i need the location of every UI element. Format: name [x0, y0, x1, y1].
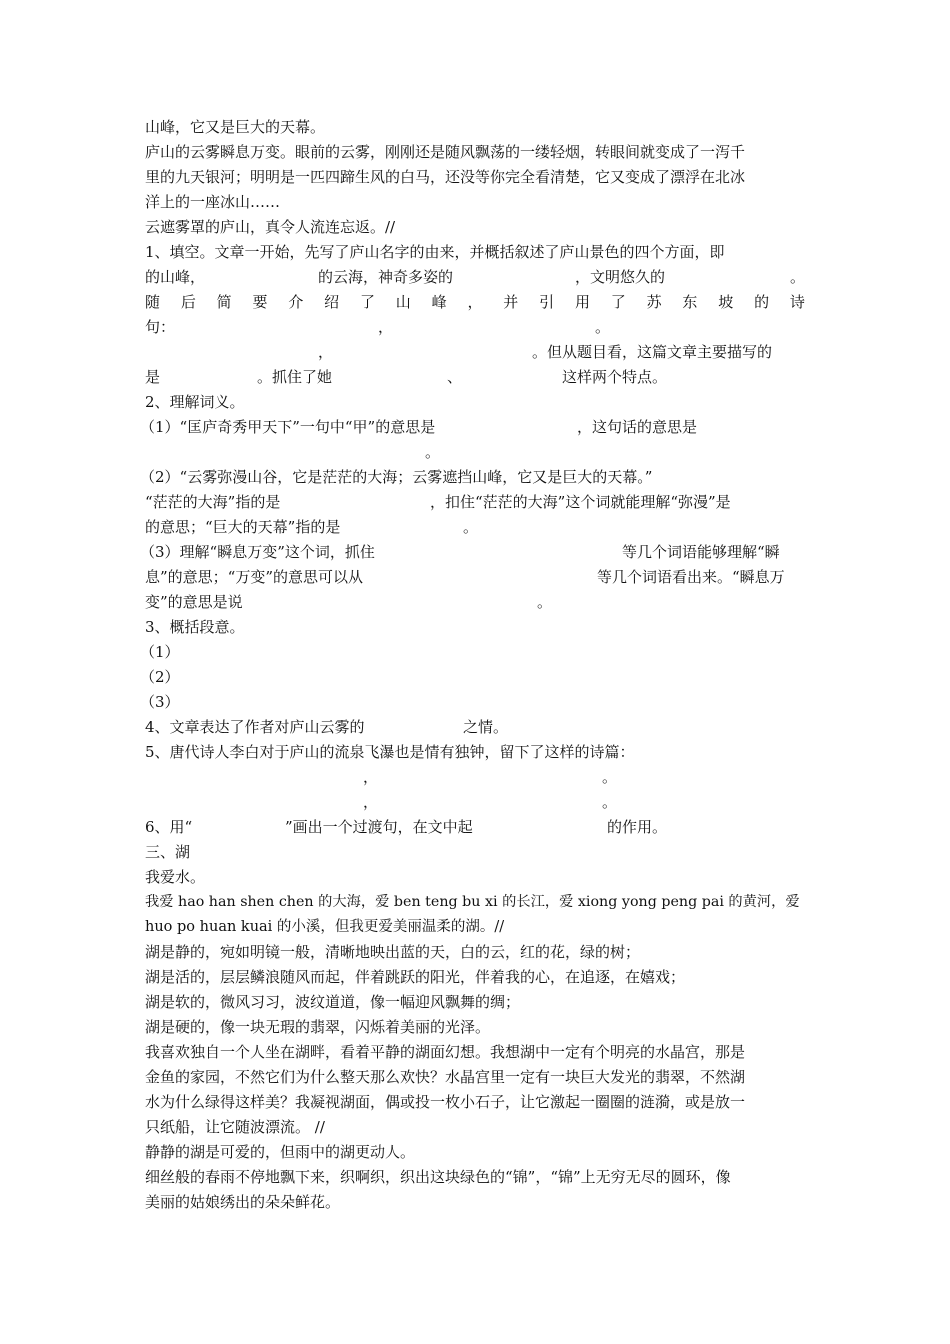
text-fragment: 。 — [425, 443, 441, 461]
text-fragment: “茫茫的大海”指的是 — [145, 493, 281, 511]
paragraph-line: 湖是静的，宛如明镜一般，清晰地映出蓝的天，白的云，红的花，绿的树； — [145, 943, 641, 961]
answer-line — [140, 665, 805, 689]
char: 随 — [145, 293, 161, 311]
paragraph-line: 庐山的云雾瞬息万变。眼前的云雾，刚刚还是随风飘荡的一缕轻烟，转眼间就变成了一泻千 — [145, 143, 746, 161]
text-fragment: 的山峰， — [145, 268, 206, 286]
question-3-heading: 3、概括段意。 — [145, 618, 245, 636]
text-fragment: 。 — [602, 768, 618, 786]
text-fragment: 。 — [463, 518, 479, 536]
paragraph-line: 我爱水。 — [145, 868, 206, 886]
char: 后 — [180, 293, 196, 311]
text-fragment: 息”的意思；“万变”的意思可以从 — [145, 568, 364, 586]
text-fragment: 、 — [447, 368, 463, 386]
blanks-line — [145, 440, 805, 464]
text-fragment: （2） — [140, 668, 180, 686]
text-fragment: 。 — [790, 268, 806, 286]
char: 介 — [288, 293, 304, 311]
text-fragment: （3） — [140, 693, 180, 711]
blanks-line — [145, 565, 805, 589]
text-fragment: （1） — [140, 643, 180, 661]
paragraph-line: 山峰，它又是巨大的天幕。 — [145, 118, 326, 136]
text-fragment: 句： — [145, 318, 176, 336]
text-fragment: ， — [363, 793, 379, 811]
char: 苏 — [646, 293, 662, 311]
char: 绍 — [324, 293, 340, 311]
paragraph-line: 细丝般的春雨不停地飘下来，织啊织，织出这块绿色的“锦”，“锦”上无穷无尽的圆环，像 — [145, 1168, 731, 1186]
char: ， — [467, 293, 483, 311]
text-fragment: 的作用。 — [607, 818, 668, 836]
blanks-line — [145, 315, 805, 339]
blanks-line — [145, 765, 805, 789]
char: 峰 — [431, 293, 447, 311]
paragraph-line: 湖是硬的，像一块无瑕的翡翠，闪烁着美丽的光泽。 — [145, 1018, 491, 1036]
paragraph-line: 静静的湖是可爱的，但雨中的湖更动人。 — [145, 1143, 416, 1161]
char: 诗 — [789, 293, 805, 311]
paragraph-line: 里的九天银河；明明是一匹四蹄生风的白马，还没等你完全看清楚，它又变成了漂浮在北冰 — [145, 168, 746, 186]
paragraph-line: 金鱼的家园，不然它们为什么整天那么欢快？水晶宫里一定有一块巨大发光的翡翠，不然湖 — [145, 1068, 746, 1086]
char: 坡 — [718, 293, 734, 311]
char: 的 — [754, 293, 770, 311]
paragraph-line: 我爱 hao han shen chen 的大海，爱 ben teng bu xi 的长江，爱 xiong yong peng pai 的黄河，爱 — [145, 894, 800, 910]
paragraph-line: 我喜欢独自一个人坐在湖畔，看着平静的湖面幻想。我想湖中一定有个明亮的水晶宫，那是 — [145, 1043, 746, 1061]
blanks-line — [140, 415, 805, 439]
paragraph-line: 云遮雾罩的庐山，真令人流连忘返。// — [145, 218, 396, 236]
question-2-heading: 2、理解词义。 — [145, 393, 245, 411]
text-fragment: ， — [318, 343, 334, 361]
text-fragment: ，文明悠久的 — [575, 268, 666, 286]
text-fragment: （3）理解“瞬息万变”这个词，抓住 — [140, 543, 375, 561]
text-fragment: 。抓住了她 — [257, 368, 333, 386]
blanks-line — [145, 790, 805, 814]
text-fragment: 之情。 — [463, 718, 509, 736]
char: 用 — [574, 293, 590, 311]
char: 并 — [503, 293, 519, 311]
blanks-line — [145, 515, 805, 539]
text-fragment: 的意思；“巨大的天幕”指的是 — [145, 518, 341, 536]
paragraph-line: 美丽的姑娘绣出的朵朵鲜花。 — [145, 1193, 341, 1211]
blanks-line — [145, 590, 805, 614]
text-fragment: ， — [378, 318, 394, 336]
paragraph-line: huo po huan kuai 的小溪，但我更爱美丽温柔的湖。// — [145, 919, 505, 935]
text-fragment: ”画出一个过渡句，在文中起 — [285, 818, 473, 836]
paragraph-line: 湖是软的，微风习习，波纹道道，像一幅迎风飘舞的绸； — [145, 993, 521, 1011]
text-fragment: 6、用“ — [145, 818, 193, 836]
text-fragment: 是 — [145, 368, 161, 386]
justified-line — [145, 290, 805, 314]
text-fragment: ，这句话的意思是 — [577, 418, 698, 436]
text-fragment: ，扣住“茫茫的大海”这个词就能理解“弥漫”是 — [430, 493, 731, 511]
text-fragment: 的云海，神奇多姿的 — [318, 268, 454, 286]
text-fragment: （1）“匡庐奇秀甲天下”一句中“甲”的意思是 — [140, 418, 436, 436]
paragraph-line: 水为什么绿得这样美？我凝视湖面，偶或投一枚小石子，让它激起一圈圈的涟漪，或是放一 — [145, 1093, 746, 1111]
text-fragment: ， — [363, 768, 379, 786]
paragraph-line: 湖是活的，层层鳞浪随风而起，伴着跳跃的阳光，伴着我的心，在追逐，在嬉戏； — [145, 968, 686, 986]
text-fragment: 等几个词语看出来。“瞬息万 — [597, 568, 785, 586]
text-fragment: 变”的意思是说 — [145, 593, 243, 611]
question-5-line: 5、唐代诗人李白对于庐山的流泉飞瀑也是情有独钟，留下了这样的诗篇： — [145, 743, 635, 761]
blanks-line — [145, 365, 805, 389]
answer-line — [140, 690, 805, 714]
char: 引 — [539, 293, 555, 311]
text-fragment: 等几个词语能够理解“瞬 — [622, 543, 780, 561]
text-fragment: （2）“云雾弥漫山谷，它是茫茫的大海；云雾遮挡山峰，它又是巨大的天幕。” — [140, 468, 653, 486]
char: 简 — [216, 293, 232, 311]
blanks-line — [145, 490, 805, 514]
text-fragment: 。但从题目看，这篇文章主要描写的 — [532, 343, 773, 361]
char: 了 — [610, 293, 626, 311]
char: 山 — [395, 293, 411, 311]
text-fragment: 。 — [595, 318, 611, 336]
answer-line — [140, 640, 805, 664]
blanks-line — [145, 815, 805, 839]
blanks-line — [145, 715, 805, 739]
question-1-line: 1、填空。文章一开始，先写了庐山名字的由来，并概括叙述了庐山景色的四个方面，即 — [145, 243, 725, 261]
text-fragment: 。 — [602, 793, 618, 811]
char: 了 — [359, 293, 375, 311]
section-heading: 三、湖 — [145, 843, 191, 861]
paragraph-line: 只纸船，让它随波漂流。 // — [145, 1118, 325, 1136]
blanks-line — [140, 540, 805, 564]
text-fragment: 这样两个特点。 — [562, 368, 668, 386]
text-fragment: 4、文章表达了作者对庐山云雾的 — [145, 718, 365, 736]
question-1-blanks-line — [145, 265, 805, 289]
blanks-line — [145, 340, 805, 364]
char: 要 — [252, 293, 268, 311]
paragraph-line — [140, 465, 805, 489]
paragraph-line: 洋上的一座冰山…… — [145, 193, 281, 211]
text-fragment: 。 — [537, 593, 553, 611]
char: 东 — [682, 293, 698, 311]
